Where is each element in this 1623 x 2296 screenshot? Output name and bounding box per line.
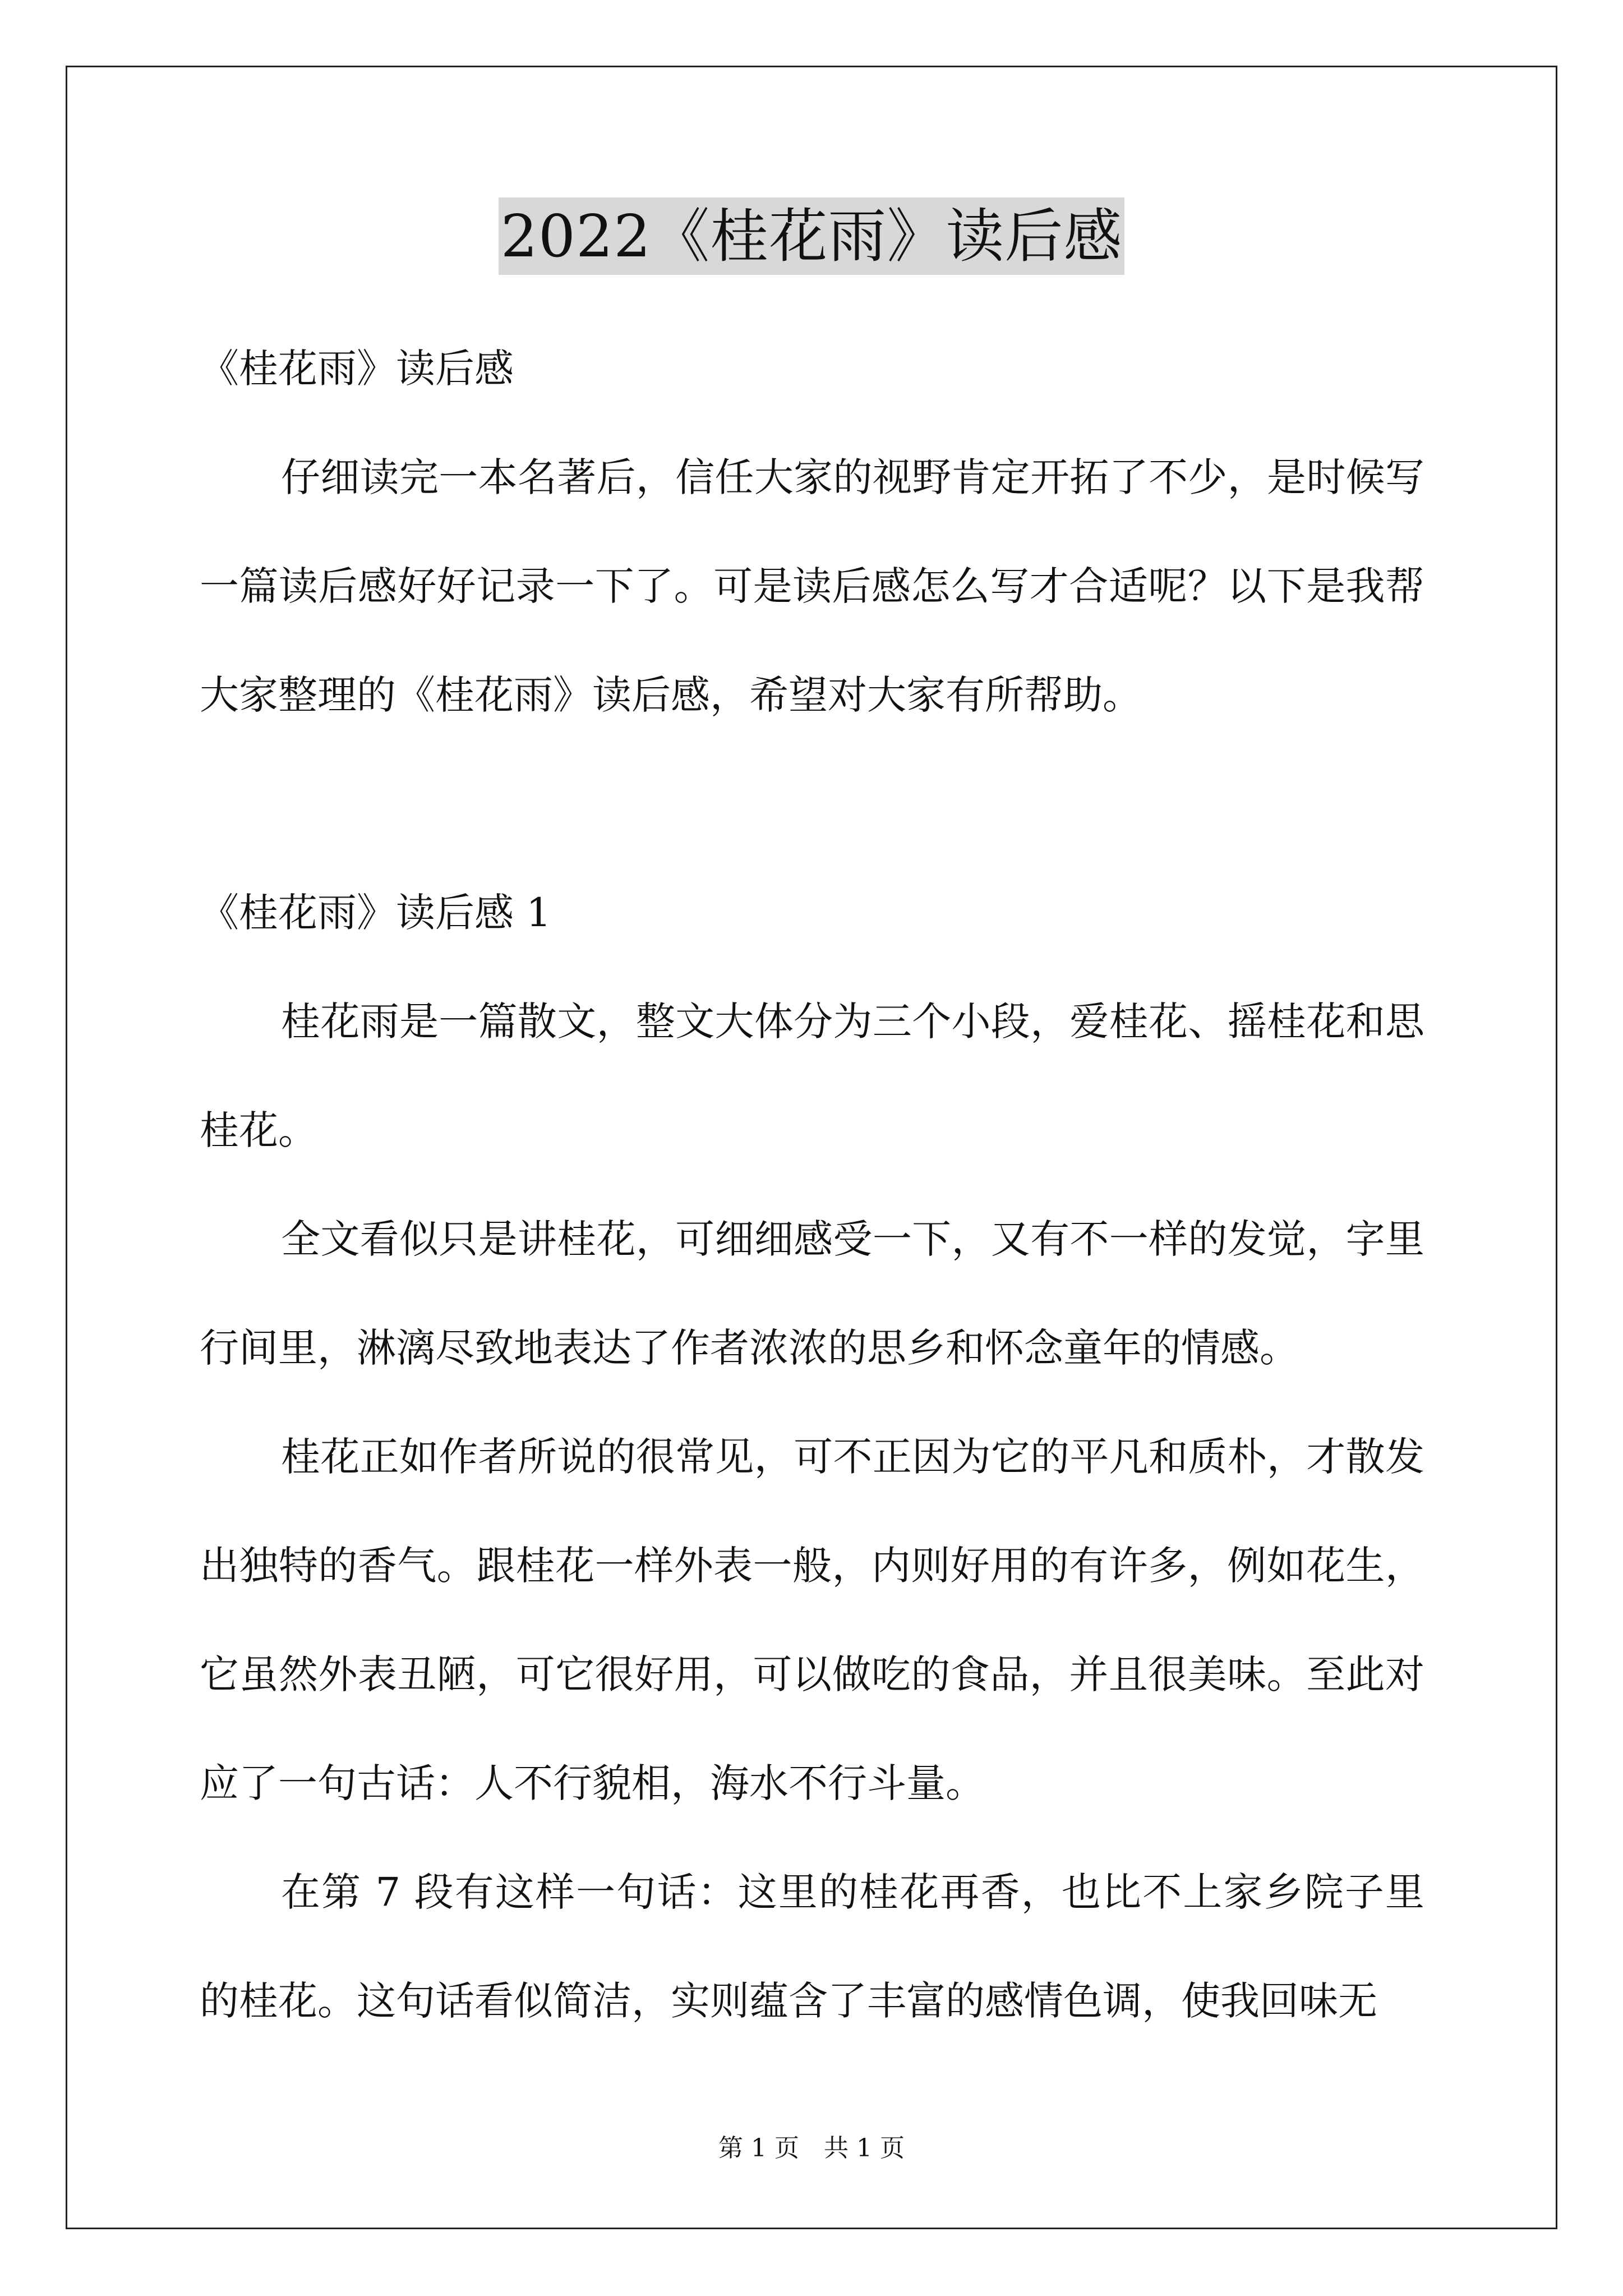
section1-heading: 《桂花雨》读后感 1 [200, 890, 551, 936]
page-number: 第 1 页 [718, 2134, 799, 2162]
document-body [200, 314, 1424, 2055]
section1-paragraph-3: 桂花正如作者所说的很常见，可不正因为它的平凡和质朴，才散发出独特的香气。跟桂花一样外表一般，内则好用的有许多，例如花生，它虽然外表丑陋，可它很好用，可以做吃的食品，并且很美味。至此对应了一句古话：人不行貌相，海水不行斗量。 [200, 1434, 1424, 1806]
page-title: 2022《桂花雨》读后感 [499, 197, 1125, 275]
page-footer [0, 2132, 1623, 2165]
section1-paragraph-1: 桂花雨是一篇散文，整文大体分为三个小段，爱桂花、摇桂花和思桂花。 [200, 999, 1424, 1153]
intro-heading: 《桂花雨》读后感 [200, 346, 514, 392]
intro-paragraph: 仔细读完一本名著后，信任大家的视野肯定开拓了不少，是时候写一篇读后感好好记录一下了。可是读后感怎么写才合适呢？以下是我帮大家整理的《桂花雨》读后感，希望对大家有所帮助。 [200, 454, 1424, 718]
section1-paragraph-2: 全文看似只是讲桂花，可细细感受一下，又有不一样的发觉，字里行间里，淋漓尽致地表达了作者浓浓的思乡和怀念童年的情感。 [200, 1216, 1424, 1371]
section-spacer [200, 749, 1424, 858]
title-container [0, 197, 1623, 275]
page-total: 共 1 页 [824, 2134, 905, 2162]
section1-paragraph-4: 在第 7 段有这样一句话：这里的桂花再香，也比不上家乡院子里的桂花。这句话看似简洁，实则蕴含了丰富的感情色调，使我回味无 [200, 1869, 1424, 2024]
